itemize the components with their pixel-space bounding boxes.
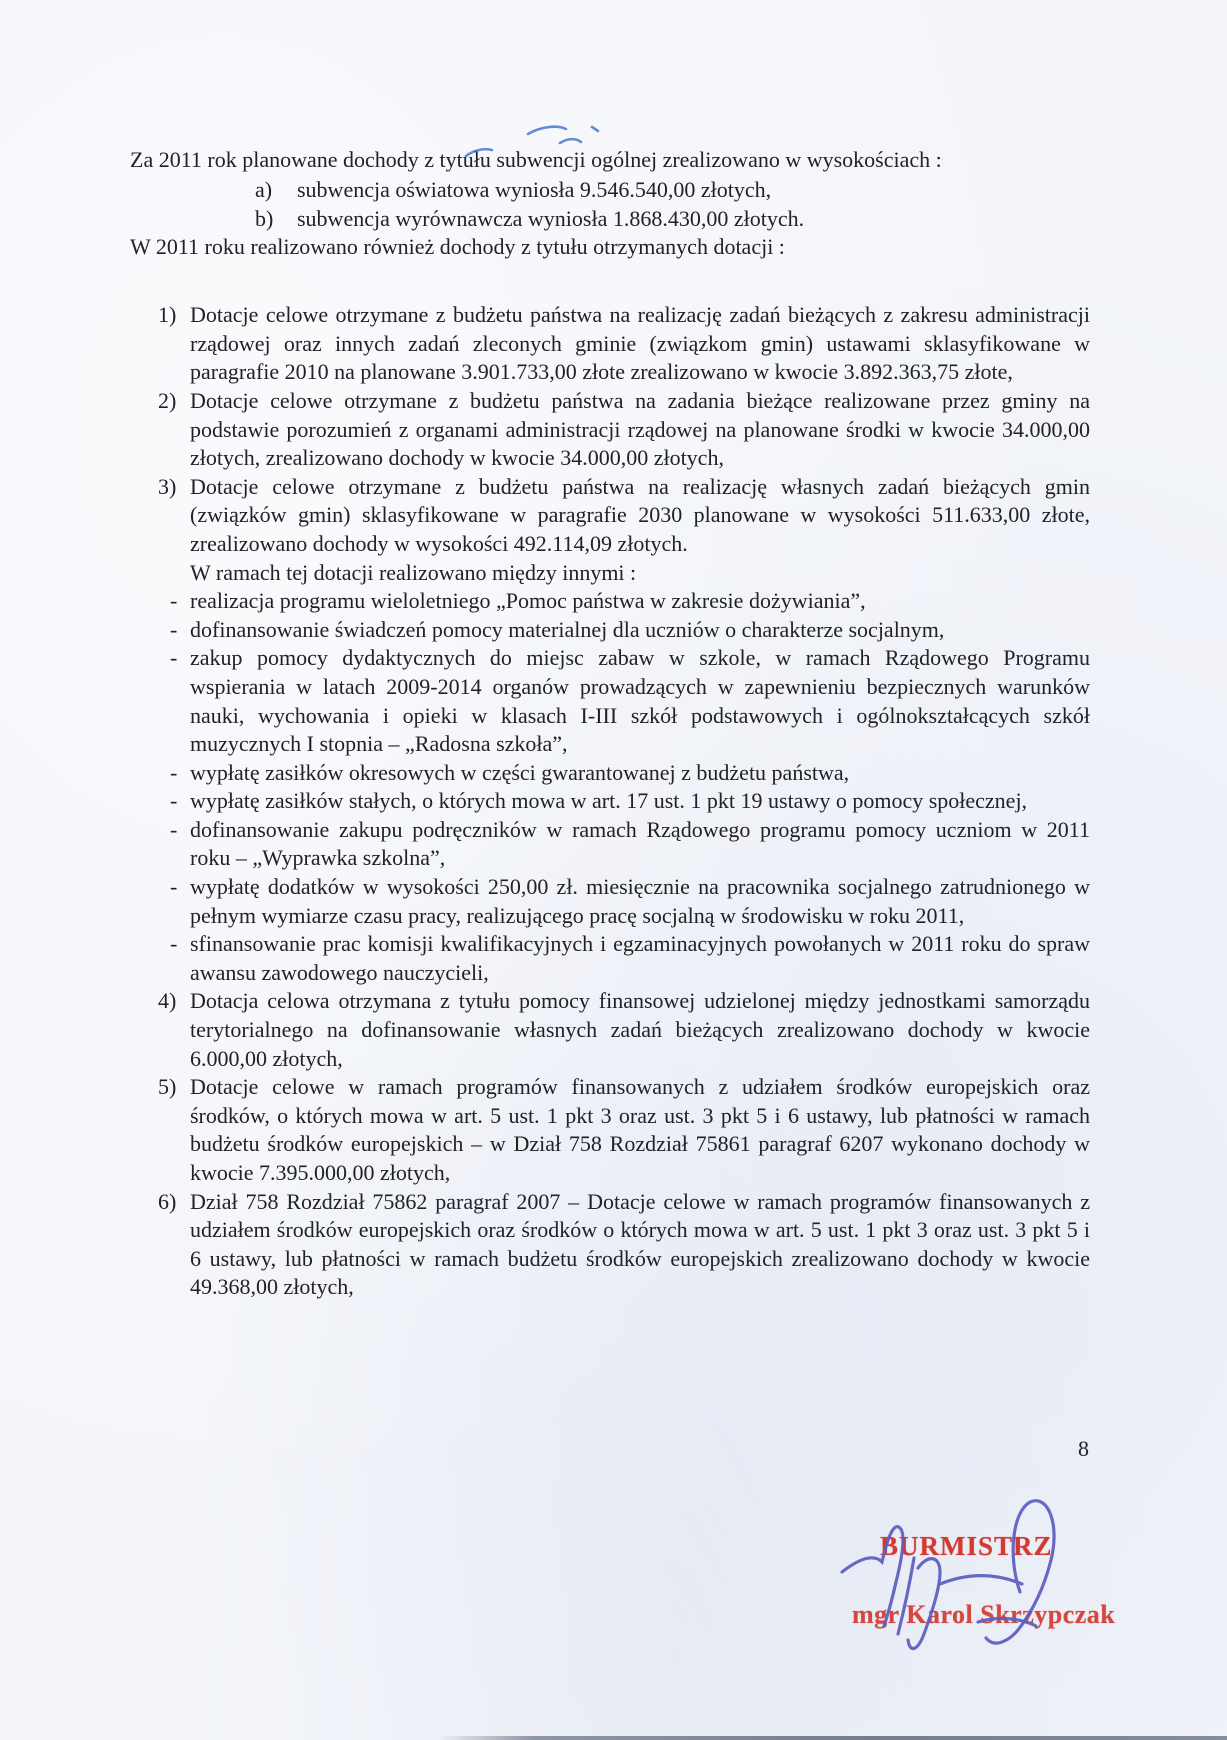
numbered-item-text: Dotacja celowa otrzymana z tytułu pomocy finansowej udzielonej między jednostkami samorządu terytorialnego na dofinansowanie własnych zadań bieżących zrealizowano dochody w kwocie 6.000,00 złotych, bbox=[190, 988, 1090, 1071]
subvention-item-text: subwencja wyrównawcza wyniosła 1.868.430,00 złotych. bbox=[297, 205, 805, 231]
dash-marker: - bbox=[170, 931, 178, 957]
scan-edge-line bbox=[438, 1736, 1227, 1740]
list-marker: 2) bbox=[158, 387, 177, 413]
dash-item-7 bbox=[130, 873, 1090, 930]
dash-item-text: sfinansowanie prac komisji kwalifikacyjnych i egzaminacyjnych powołanych w 2011 roku do spraw awansu zawodowego nauczycieli, bbox=[190, 931, 1090, 985]
dotacje-list bbox=[130, 301, 1090, 1302]
numbered-item-text: Dotacje celowe otrzymane z budżetu państwa na zadania bieżące realizowane przez gminy na podstawie porozumień z organami administracji rządowej na planowane środki w kwocie 34.000,00 złotych, zrealizowano dochody w kwocie 34.000,00 złotych, bbox=[190, 387, 1090, 471]
list-marker: 5) bbox=[158, 1074, 177, 1100]
signature-ink bbox=[830, 1462, 1150, 1662]
dash-marker: - bbox=[170, 788, 178, 814]
intro-paragraph: Za 2011 rok planowane dochody z tytułu subwencji ogólnej zrealizowano w wysokościach : bbox=[130, 147, 942, 172]
numbered-item-text: Dział 758 Rozdział 75862 paragraf 2007 – Dotacje celowe w ramach programów finansowanych z udziałem środków europejskich oraz środków o których mowa w art. 5 ust. 1 pkt 3 oraz ust. 3 pkt 5 i 6 ustawy, lub płatności w ramach budżetu środków europejskich zrealizowano dochody w kwocie 49.368,00 złotych, bbox=[190, 1188, 1090, 1300]
numbered-item-6 bbox=[130, 1188, 1090, 1302]
dash-item-text: wypłatę dodatków w wysokości 250,00 zł. miesięcznie na pracownika socjalnego zatrudnionego w pełnym wymiarze czasu pracy, realizującego pracę socjalną w środowisku w roku 2011, bbox=[190, 874, 1090, 928]
numbered-item-text: Dotacje celowe otrzymane z budżetu państwa na realizację własnych zadań bieżących gmin (związków gmin) sklasyfikowane w paragrafie 2030 planowane w wysokości 511.633,00 złote, zrealizowano dochody w wysokości 492.114,09 złotych. bbox=[190, 473, 1090, 556]
dash-item-1 bbox=[130, 587, 1090, 616]
dash-item-5 bbox=[130, 787, 1090, 816]
dash-marker: - bbox=[170, 616, 178, 642]
dash-marker: - bbox=[170, 816, 178, 842]
list-marker: 1) bbox=[158, 302, 177, 328]
numbered-item-text: Dotacje celowe otrzymane z budżetu państwa na realizację zadań bieżących z zakresu administracji rządowej oraz innych zadań zleconych gminie (związkom gmin) ustawami sklasyfikowane w paragrafie 2010 na planowane 3.901.733,00 złote zrealizowano w kwocie 3.892.363,75 złote, bbox=[190, 302, 1090, 385]
list-marker: b) bbox=[255, 205, 274, 231]
list-marker: 4) bbox=[158, 988, 177, 1014]
dash-marker: - bbox=[170, 645, 178, 671]
dash-item-text: realizacja programu wieloletniego „Pomoc państwa w zakresie dożywiania”, bbox=[190, 588, 866, 614]
dash-marker: - bbox=[170, 874, 178, 900]
page-number: 8 bbox=[1078, 1436, 1089, 1461]
dash-item-3 bbox=[130, 644, 1090, 758]
numbered-item-2 bbox=[130, 387, 1090, 473]
dash-item-2 bbox=[130, 616, 1090, 645]
mayor-stamp-title: BURMISTRZ bbox=[880, 1531, 1053, 1561]
list-marker: 6) bbox=[158, 1188, 177, 1214]
list-marker: a) bbox=[255, 176, 273, 202]
dash-item-6 bbox=[130, 816, 1090, 873]
numbered-item-1 bbox=[130, 301, 1090, 387]
document-body bbox=[130, 146, 1090, 1302]
subvention-item-a bbox=[130, 175, 1090, 204]
ramach-intro-line: W ramach tej dotacji realizowano między innymi : bbox=[190, 559, 637, 585]
subvention-item-b bbox=[130, 204, 1090, 233]
dash-item-8 bbox=[130, 930, 1090, 987]
subvention-item-text: subwencja oświatowa wyniosła 9.546.540,00 złotych, bbox=[297, 176, 772, 202]
numbered-item-text: Dotacje celowe w ramach programów finansowanych z udziałem środków europejskich oraz środków, o których mowa w art. 5 ust. 1 pkt 3 oraz ust. 3 pkt 5 i 6 ustawy, lub płatności w ramach budżetu środków europejskich – w Dział 758 Rozdział 75861 paragraf 6207 wykonano dochody w kwocie 7.395.000,00 złotych, bbox=[190, 1074, 1090, 1185]
dash-item-text: wypłatę zasiłków stałych, o których mowa w art. 17 ust. 1 pkt 19 ustawy o pomocy społecznej, bbox=[190, 788, 1028, 814]
mayor-stamp-name: mgr Karol Skrzypczak bbox=[852, 1600, 1116, 1629]
dash-marker: - bbox=[170, 759, 178, 785]
numbered-item-3 bbox=[130, 473, 1090, 559]
dash-item-text: zakup pomocy dydaktycznych do miejsc zabaw w szkole, w ramach Rządowego Programu wspierania w latach 2009-2014 organów prowadzących w zapewnieniu bezpiecznych warunków nauki, wychowania i opieki w klasach I-III szkół podstawowych i ogólnokształcących szkół muzycznych I stopnia – „Radosna szkoła”, bbox=[190, 645, 1090, 757]
dash-marker: - bbox=[170, 588, 178, 614]
numbered-item-4 bbox=[130, 987, 1090, 1073]
numbered-item-5 bbox=[130, 1073, 1090, 1187]
dash-item-4 bbox=[130, 759, 1090, 788]
dash-item-text: dofinansowanie świadczeń pomocy materialnej dla uczniów o charakterze socjalnym, bbox=[190, 616, 945, 642]
dash-item-text: wypłatę zasiłków okresowych w części gwarantowanej z budżetu państwa, bbox=[190, 759, 850, 785]
dash-item-text: dofinansowanie zakupu podręczników w ramach Rządowego programu pomocy uczniom w 2011 roku – „Wyprawka szkolna”, bbox=[190, 816, 1090, 871]
list-marker: 3) bbox=[158, 473, 177, 499]
dotacje-intro-paragraph: W 2011 roku realizowano również dochody z tytułu otrzymanych dotacji : bbox=[130, 233, 785, 259]
